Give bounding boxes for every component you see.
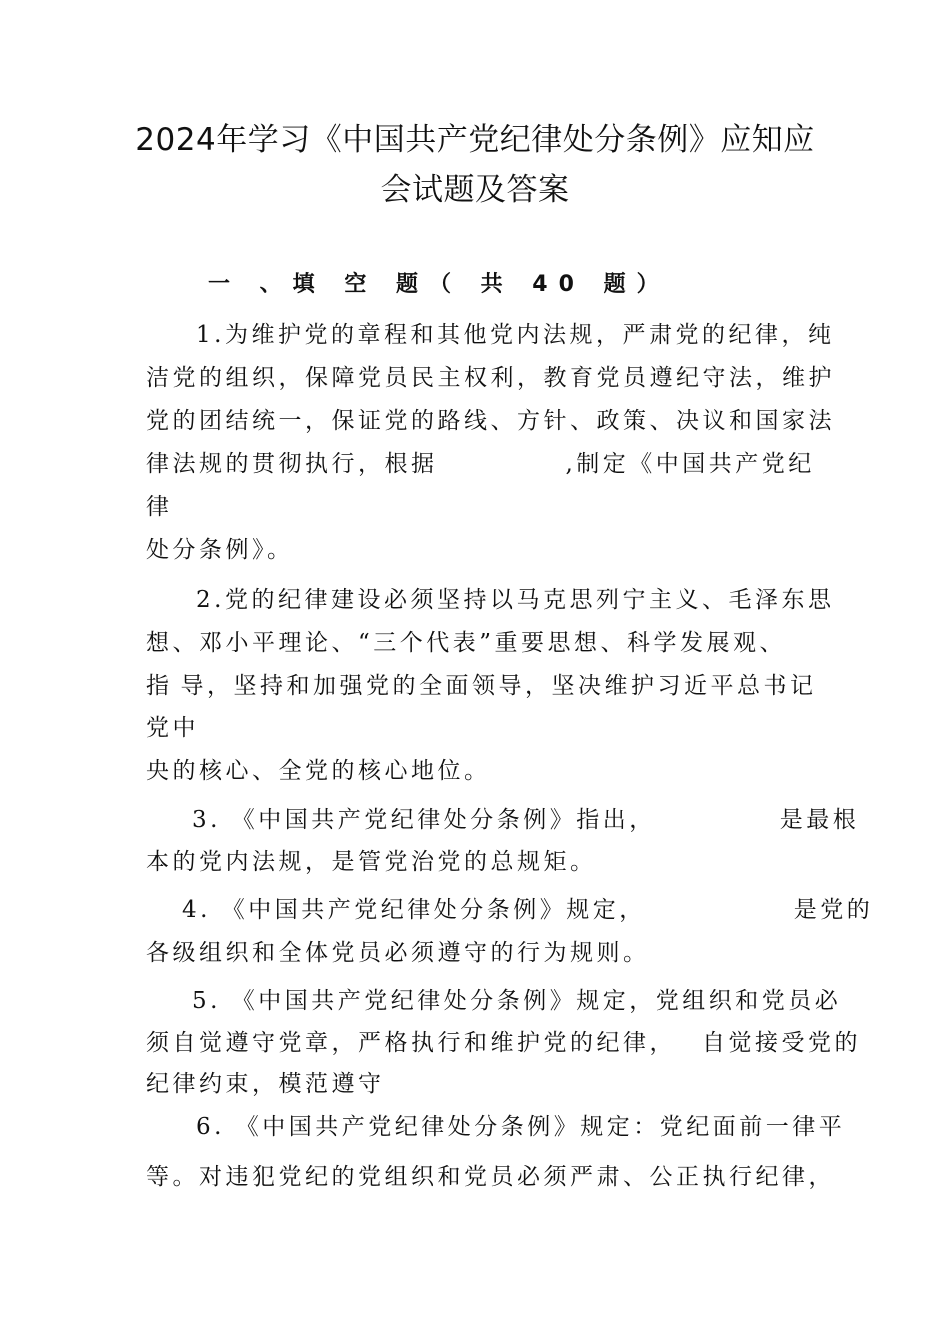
question-4-line-1-text: 4. 《中国共产党纪律处分条例》规定， <box>182 897 646 923</box>
question-1-line-1: 1.为维护党的章程和其他党内法规，严肃党的纪律，纯 <box>196 322 835 348</box>
question-1-line-2: 洁党的组织，保障党员民主权利，教育党员遵纪守法，维护 <box>146 365 835 391</box>
question-4-line-2: 各级组织和全体党员必须遵守的行为规则。 <box>146 940 650 966</box>
question-3-line-1-tail: 是最根 <box>779 807 860 833</box>
question-4-line-1-tail: 是党的 <box>793 897 874 923</box>
question-2-line-3 <box>146 669 817 703</box>
question-4-line-1 <box>182 893 873 927</box>
question-1-line-3: 党的团结统一，保证党的路线、方针、政策、决议和国家法 <box>146 408 835 434</box>
question-2-line-4: 党中 <box>146 715 199 741</box>
document-title-line-1: 2024年学习《中国共产党纪律处分条例》应知应 <box>135 122 815 158</box>
question-3-line-1-text: 3. 《中国共产党纪律处分条例》指出， <box>192 807 656 833</box>
question-2-line-3-start: 指 <box>146 673 173 699</box>
question-2-line-5: 央的核心、全党的核心地位。 <box>146 758 491 784</box>
question-5-line-2-text: 须自觉遵守党章，严格执行和维护党的纪律， <box>146 1030 676 1056</box>
question-1-line-4 <box>146 447 815 481</box>
question-5-line-2-tail: 自觉接受党的 <box>702 1030 861 1056</box>
section-heading: 一 、填 空 题（ 共 40 题） <box>208 272 670 297</box>
question-3-line-1 <box>192 803 859 837</box>
question-1-line-5: 律 <box>146 494 173 520</box>
question-1-line-6: 处分条例》。 <box>146 537 294 563</box>
question-6-line-1: 6. 《中国共产党纪律处分条例》规定：党纪面前一律平 <box>196 1114 846 1140</box>
question-2-line-2: 想、邓小平理论、“三个代表”重要思想、科学发展观、 <box>146 630 787 656</box>
question-6-line-2: 等。对违犯党纪的党组织和党员必须严肃、公正执行纪律， <box>146 1164 835 1190</box>
question-2-line-3-text: 导，坚持和加强党的全面领导，坚决维护习近平总书记 <box>180 673 817 699</box>
question-1-line-4-text: 律法规的贯彻执行，根据 <box>146 451 438 477</box>
question-3-line-2: 本的党内法规，是管党治党的总规矩。 <box>146 849 597 875</box>
question-5-line-1: 5. 《中国共产党纪律处分条例》规定，党组织和党员必 <box>192 988 842 1014</box>
question-1-line-4-tail: ,制定《中国共产党纪 <box>565 451 815 477</box>
question-5-line-2 <box>146 1026 861 1060</box>
question-2-line-1: 2.党的纪律建设必须坚持以马克思列宁主义、毛泽东思 <box>196 587 835 613</box>
question-5-line-3: 纪律约束，模范遵守 <box>146 1071 385 1097</box>
document-title-line-2: 会试题及答案 <box>380 172 570 208</box>
